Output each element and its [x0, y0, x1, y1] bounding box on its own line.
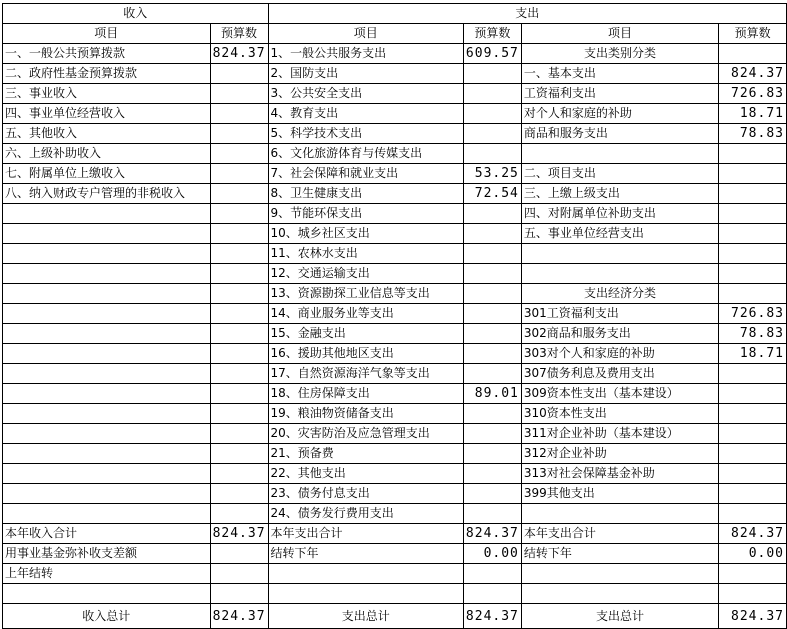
- income-amount-cell: [210, 64, 268, 84]
- table-row: [3, 444, 787, 464]
- category-item-cell: 二、项目支出: [521, 164, 718, 184]
- table-row: [3, 144, 787, 164]
- table-row: [3, 164, 787, 184]
- table-row: [3, 124, 787, 144]
- income-amount-cell: [210, 204, 268, 224]
- expense-amount-cell: [463, 424, 521, 444]
- table-row: [3, 564, 787, 584]
- income-item-cell: [3, 264, 211, 284]
- income-header: 收入: [3, 4, 269, 24]
- category-amount-cell: 0.00: [719, 544, 787, 564]
- expense-item-cell: 12、交通运输支出: [268, 264, 463, 284]
- expense-amount-cell: [463, 584, 521, 604]
- income-item-cell: 六、上级补助收入: [3, 144, 211, 164]
- income-item-cell: [3, 324, 211, 344]
- income-budget-header: 预算数: [210, 24, 268, 44]
- table-row: [3, 184, 787, 204]
- income-amount-cell: [210, 444, 268, 464]
- category-item-cell: [521, 264, 718, 284]
- expense-item-cell: 14、商业服务业等支出: [268, 304, 463, 324]
- table-row: [3, 44, 787, 64]
- expense-amount-cell: [463, 304, 521, 324]
- table-row: [3, 284, 787, 304]
- category-item-cell: 四、对附属单位补助支出: [521, 204, 718, 224]
- expense-item-cell: 22、其他支出: [268, 464, 463, 484]
- expense-amount-cell: [463, 344, 521, 364]
- category-item-cell: [521, 564, 718, 584]
- income-amount-cell: [210, 584, 268, 604]
- category-amount-cell: [719, 44, 787, 64]
- expense-item-cell: 7、社会保障和就业支出: [268, 164, 463, 184]
- income-item-header: 项目: [3, 24, 211, 44]
- income-amount-cell: [210, 104, 268, 124]
- category-amount-cell: [719, 424, 787, 444]
- category-amount-cell: 78.83: [719, 324, 787, 344]
- expense-item-cell: 4、教育支出: [268, 104, 463, 124]
- expense-amount-cell: [463, 64, 521, 84]
- expense-amount-cell: [463, 444, 521, 464]
- income-total-amount: 824.37: [210, 604, 268, 629]
- category-item-cell: 311对企业补助（基本建设）: [521, 424, 718, 444]
- expense-amount-cell: [463, 264, 521, 284]
- expense-item-cell: 8、卫生健康支出: [268, 184, 463, 204]
- header-row-1: [3, 4, 787, 24]
- income-amount-cell: [210, 264, 268, 284]
- expense-amount-cell: [463, 124, 521, 144]
- income-item-cell: [3, 384, 211, 404]
- category-item-cell: 312对企业补助: [521, 444, 718, 464]
- expense-amount-cell: [463, 244, 521, 264]
- income-item-cell: [3, 484, 211, 504]
- category-amount-cell: [719, 584, 787, 604]
- category-item-cell: [521, 504, 718, 524]
- income-item-cell: 七、附属单位上缴收入: [3, 164, 211, 184]
- category-amount-cell: [719, 284, 787, 304]
- income-item-cell: [3, 284, 211, 304]
- income-amount-cell: [210, 504, 268, 524]
- category-item-cell: 399其他支出: [521, 484, 718, 504]
- category-item-cell: 结转下年: [521, 544, 718, 564]
- income-item-cell: 本年收入合计: [3, 524, 211, 544]
- expense-amount-cell: [463, 564, 521, 584]
- expense-budget-header: 预算数: [463, 24, 521, 44]
- table-row: [3, 544, 787, 564]
- income-amount-cell: [210, 404, 268, 424]
- table-row: [3, 104, 787, 124]
- expense-amount-cell: 824.37: [463, 524, 521, 544]
- income-amount-cell: 824.37: [210, 44, 268, 64]
- category-item-cell: 工资福利支出: [521, 84, 718, 104]
- income-item-cell: [3, 424, 211, 444]
- category-amount-cell: 726.83: [719, 84, 787, 104]
- category-amount-cell: [719, 164, 787, 184]
- category-amount-cell: [719, 404, 787, 424]
- expense-item-cell: 本年支出合计: [268, 524, 463, 544]
- category-item-cell: 302商品和服务支出: [521, 324, 718, 344]
- income-total-label: 收入总计: [3, 604, 211, 629]
- category-amount-cell: 78.83: [719, 124, 787, 144]
- category-amount-cell: [719, 264, 787, 284]
- expense-item-cell: 23、债务付息支出: [268, 484, 463, 504]
- income-item-cell: 四、事业单位经营收入: [3, 104, 211, 124]
- expense-item-cell: 10、城乡社区支出: [268, 224, 463, 244]
- category-amount-cell: [719, 184, 787, 204]
- income-item-cell: [3, 364, 211, 384]
- category-item-cell: 301工资福利支出: [521, 304, 718, 324]
- income-item-cell: [3, 444, 211, 464]
- expense-amount-cell: [463, 204, 521, 224]
- income-amount-cell: [210, 144, 268, 164]
- category-amount-cell: [719, 504, 787, 524]
- category-item-cell: 三、上缴上级支出: [521, 184, 718, 204]
- income-item-cell: [3, 504, 211, 524]
- table-row: [3, 244, 787, 264]
- expense-item-cell: 17、自然资源海洋气象等支出: [268, 364, 463, 384]
- category-item-cell: 303对个人和家庭的补助: [521, 344, 718, 364]
- table-row: [3, 84, 787, 104]
- table-row: [3, 344, 787, 364]
- budget-table: [2, 3, 787, 629]
- expense-amount-cell: 72.54: [463, 184, 521, 204]
- category-amount-cell: [719, 364, 787, 384]
- expense-amount-cell: 0.00: [463, 544, 521, 564]
- expense-amount-cell: 89.01: [463, 384, 521, 404]
- category-item-cell: 一、基本支出: [521, 64, 718, 84]
- expense-item-cell: 1、一般公共服务支出: [268, 44, 463, 64]
- income-item-cell: [3, 464, 211, 484]
- income-item-cell: [3, 244, 211, 264]
- expense-header: 支出: [268, 4, 786, 24]
- category-item-cell: [521, 144, 718, 164]
- income-item-cell: [3, 224, 211, 244]
- expense-item-cell: 11、农林水支出: [268, 244, 463, 264]
- expense-item-cell: 21、预备费: [268, 444, 463, 464]
- category-total-amount: 824.37: [719, 604, 787, 629]
- income-item-cell: 上年结转: [3, 564, 211, 584]
- income-item-cell: 八、纳入财政专户管理的非税收入: [3, 184, 211, 204]
- category-item-cell: 309资本性支出（基本建设）: [521, 384, 718, 404]
- income-item-cell: 二、政府性基金预算拨款: [3, 64, 211, 84]
- income-item-cell: 三、事业收入: [3, 84, 211, 104]
- category-item-cell: 313对社会保障基金补助: [521, 464, 718, 484]
- expense-item-header: 项目: [268, 24, 463, 44]
- income-amount-cell: [210, 304, 268, 324]
- category-amount-cell: 824.37: [719, 64, 787, 84]
- table-row: [3, 484, 787, 504]
- table-row: [3, 224, 787, 244]
- table-row: [3, 424, 787, 444]
- table-row: [3, 584, 787, 604]
- expense-item-cell: 5、科学技术支出: [268, 124, 463, 144]
- table-row: [3, 304, 787, 324]
- income-amount-cell: [210, 484, 268, 504]
- table-row: [3, 524, 787, 544]
- table-row: [3, 404, 787, 424]
- expense-amount-cell: [463, 104, 521, 124]
- category-item-cell: 对个人和家庭的补助: [521, 104, 718, 124]
- category-item-cell: 五、事业单位经营支出: [521, 224, 718, 244]
- category-amount-cell: 18.71: [719, 344, 787, 364]
- expense-amount-cell: 609.57: [463, 44, 521, 64]
- income-item-cell: [3, 584, 211, 604]
- table-row: [3, 324, 787, 344]
- income-item-cell: [3, 204, 211, 224]
- category-amount-cell: [719, 444, 787, 464]
- category-amount-cell: [719, 384, 787, 404]
- expense-amount-cell: [463, 484, 521, 504]
- income-amount-cell: [210, 324, 268, 344]
- category-amount-cell: [719, 464, 787, 484]
- income-item-cell: [3, 344, 211, 364]
- income-amount-cell: [210, 84, 268, 104]
- expense-amount-cell: [463, 144, 521, 164]
- expense-item-cell: 20、灾害防治及应急管理支出: [268, 424, 463, 444]
- expense-amount-cell: [463, 404, 521, 424]
- income-amount-cell: [210, 184, 268, 204]
- expense-item-cell: 9、节能环保支出: [268, 204, 463, 224]
- expense-item-cell: 19、粮油物资储备支出: [268, 404, 463, 424]
- table-row: [3, 384, 787, 404]
- totals-row: [3, 604, 787, 629]
- income-amount-cell: [210, 544, 268, 564]
- category-item-cell: [521, 584, 718, 604]
- income-amount-cell: [210, 124, 268, 144]
- income-amount-cell: [210, 164, 268, 184]
- expense-item-cell: 24、债务发行费用支出: [268, 504, 463, 524]
- expense-item-cell: [268, 564, 463, 584]
- expense-amount-cell: [463, 504, 521, 524]
- category-amount-cell: [719, 564, 787, 584]
- income-item-cell: 用事业基金弥补收支差额: [3, 544, 211, 564]
- income-amount-cell: [210, 364, 268, 384]
- category-item-cell: 本年支出合计: [521, 524, 718, 544]
- table-row: [3, 504, 787, 524]
- income-amount-cell: 824.37: [210, 524, 268, 544]
- economic-section-title: 支出经济分类: [521, 284, 718, 304]
- expense-item-cell: 3、公共安全支出: [268, 84, 463, 104]
- category-item-header: 项目: [521, 24, 718, 44]
- category-amount-cell: [719, 204, 787, 224]
- expense-amount-cell: [463, 364, 521, 384]
- category-amount-cell: 18.71: [719, 104, 787, 124]
- income-amount-cell: [210, 244, 268, 264]
- expense-item-cell: 16、援助其他地区支出: [268, 344, 463, 364]
- category-item-cell: 307债务利息及费用支出: [521, 364, 718, 384]
- category-amount-cell: [719, 224, 787, 244]
- expense-item-cell: 18、住房保障支出: [268, 384, 463, 404]
- expense-item-cell: 结转下年: [268, 544, 463, 564]
- expense-amount-cell: [463, 464, 521, 484]
- income-amount-cell: [210, 424, 268, 444]
- category-section-title: 支出类别分类: [521, 44, 718, 64]
- table-row: [3, 364, 787, 384]
- income-item-cell: [3, 304, 211, 324]
- category-item-cell: [521, 244, 718, 264]
- category-amount-cell: 726.83: [719, 304, 787, 324]
- expense-amount-cell: [463, 324, 521, 344]
- category-item-cell: 商品和服务支出: [521, 124, 718, 144]
- expense-amount-cell: 53.25: [463, 164, 521, 184]
- income-item-cell: [3, 404, 211, 424]
- category-item-cell: 310资本性支出: [521, 404, 718, 424]
- table-row: [3, 64, 787, 84]
- table-row: [3, 264, 787, 284]
- income-amount-cell: [210, 344, 268, 364]
- income-item-cell: 一、一般公共预算拨款: [3, 44, 211, 64]
- expense-item-cell: 15、金融支出: [268, 324, 463, 344]
- income-amount-cell: [210, 564, 268, 584]
- expense-total-label: 支出总计: [268, 604, 463, 629]
- category-amount-cell: [719, 144, 787, 164]
- expense-amount-cell: [463, 84, 521, 104]
- income-amount-cell: [210, 284, 268, 304]
- table-row: [3, 464, 787, 484]
- expense-amount-cell: [463, 284, 521, 304]
- expense-amount-cell: [463, 224, 521, 244]
- expense-total-amount: 824.37: [463, 604, 521, 629]
- expense-item-cell: 13、资源勘探工业信息等支出: [268, 284, 463, 304]
- category-amount-cell: [719, 484, 787, 504]
- expense-item-cell: 6、文化旅游体育与传媒支出: [268, 144, 463, 164]
- category-amount-cell: [719, 244, 787, 264]
- header-row-2: [3, 24, 787, 44]
- category-total-label: 支出总计: [521, 604, 718, 629]
- expense-item-cell: [268, 584, 463, 604]
- income-amount-cell: [210, 384, 268, 404]
- category-budget-header: 预算数: [719, 24, 787, 44]
- expense-item-cell: 2、国防支出: [268, 64, 463, 84]
- income-amount-cell: [210, 224, 268, 244]
- income-amount-cell: [210, 464, 268, 484]
- table-row: [3, 204, 787, 224]
- category-amount-cell: 824.37: [719, 524, 787, 544]
- income-item-cell: 五、其他收入: [3, 124, 211, 144]
